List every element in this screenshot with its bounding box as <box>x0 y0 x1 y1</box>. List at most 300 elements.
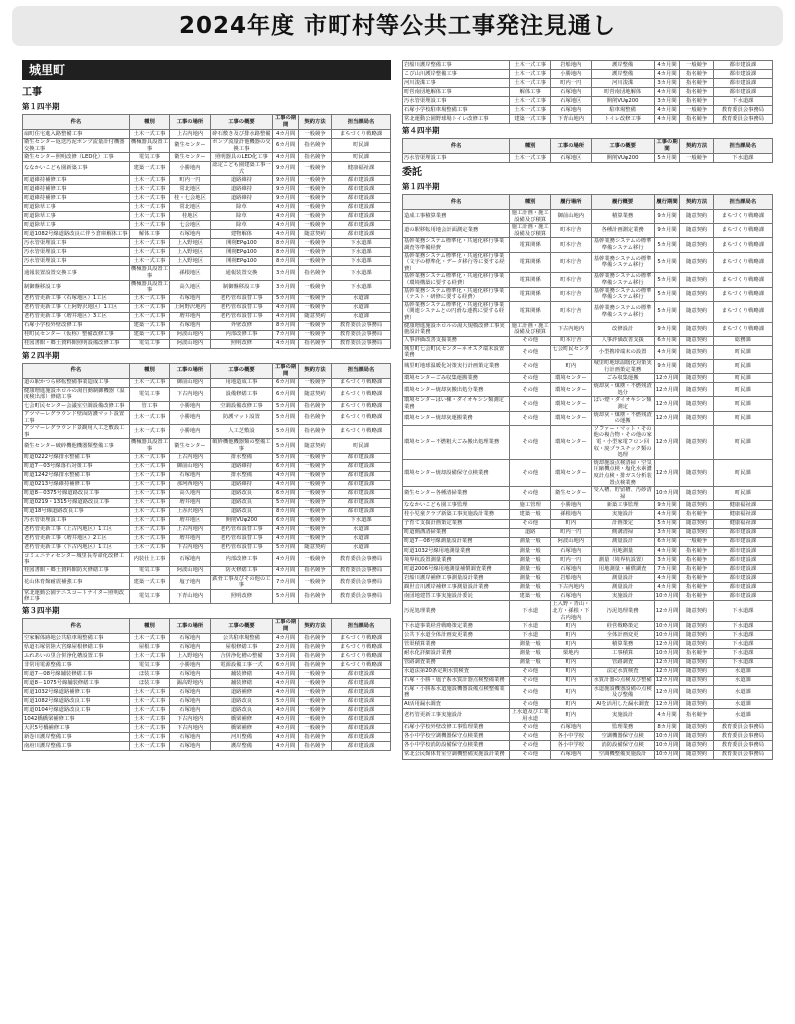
table-row <box>403 649 773 658</box>
cell-kind: 土木一式工事 <box>129 733 169 742</box>
cell-kind: 土木一式工事 <box>129 425 169 439</box>
cell-method: 指名競争 <box>298 634 331 643</box>
cell-kind: 測量一般 <box>510 546 551 555</box>
cell-summary: 制御盤移設工事 <box>210 280 273 294</box>
cell-dept: まちづくり戦略課 <box>332 643 391 652</box>
cell-kind: 土木一式工事 <box>129 724 169 733</box>
cell-dept: 町民課 <box>713 411 772 425</box>
cell-method: 随意契約 <box>680 519 713 528</box>
cell-period: 8カ月間 <box>273 257 299 266</box>
cell-summary: 空調設備改修工事 <box>210 401 273 410</box>
cell-place: 阿波山地内 <box>170 339 210 348</box>
table-row <box>23 280 391 294</box>
cell-kind: その他 <box>510 723 551 732</box>
cell-name: AI活用漏水調査 <box>403 700 510 709</box>
cell-dept: 水道課 <box>713 676 772 685</box>
cell-summary: 積算業務 <box>591 210 654 224</box>
cell-place: 下古内地内 <box>551 322 592 336</box>
cell-place: 上阿野沢地内 <box>170 303 210 312</box>
cell-dept: 都市建設課 <box>713 79 772 88</box>
cell-name: 桂図書館・郷土資料館防火修繕工事 <box>23 566 130 575</box>
cell-kind: 土木一式工事 <box>129 697 169 706</box>
cell-period: 3カ月間 <box>273 652 299 661</box>
cell-period: 6カ月間 <box>654 336 680 345</box>
cell-method: 一般競争 <box>298 239 331 248</box>
column-header-method: 契約方法 <box>298 619 331 634</box>
cell-period: 3カ月間 <box>654 555 680 564</box>
cell-dept: 都市建設課 <box>332 489 391 498</box>
cell-period: 6カ月間 <box>273 139 299 153</box>
cell-period: 2カ月間 <box>273 643 299 652</box>
cell-method: 指名競争 <box>680 510 713 519</box>
cell-dept: 下水道課 <box>332 266 391 280</box>
cell-dept: 水道課 <box>332 312 391 321</box>
cell-summary: 用地測量 <box>591 546 654 555</box>
table-row <box>403 574 773 583</box>
works-q3-table-continued <box>402 60 773 124</box>
cell-summary: 除草 <box>210 212 273 221</box>
cell-place: 環境センター <box>551 383 592 397</box>
cell-name: 町道7－08号線舗装修繕工事 <box>23 670 130 679</box>
cell-method: 指名競争 <box>680 88 713 97</box>
cell-kind: 測量一般 <box>510 658 551 667</box>
cell-kind: 建築一式工事 <box>129 162 169 176</box>
cell-place: 小勝地内 <box>170 401 210 410</box>
cell-kind: 解体工事 <box>129 230 169 239</box>
column-header-dept: 担当課局名 <box>713 139 772 154</box>
cell-dept: 都市建設課 <box>713 537 772 546</box>
cell-method: 一般競争 <box>298 489 331 498</box>
cell-place: 町内 <box>551 676 592 685</box>
cell-place: 町本庁舎 <box>551 273 592 287</box>
cell-period: 4カ月間 <box>273 303 299 312</box>
cell-method: 随意契約 <box>680 750 713 759</box>
cell-place: 石塚地内 <box>551 592 592 601</box>
column-header-period: 工事の期間 <box>273 115 299 130</box>
cell-summary: 鉄骨工事及びその他の工事 <box>210 575 273 589</box>
cell-place: 御前山地内 <box>551 210 592 224</box>
cell-kind: その他 <box>510 685 551 699</box>
cell-period: 12カ月間 <box>655 374 679 381</box>
cell-period: 12カ月間 <box>655 700 679 707</box>
cell-method: 一般競争 <box>298 330 331 339</box>
column-header-dept: 担当課局名 <box>332 115 391 130</box>
cell-kind: 測量一般 <box>510 574 551 583</box>
cell-kind: 建築一般 <box>510 592 551 601</box>
cell-method: 指名競争 <box>680 97 713 106</box>
column-header-method: 契約方法 <box>298 363 331 378</box>
cell-period: 7カ月間 <box>273 575 299 589</box>
column-header-dept: 担当課局名 <box>713 195 772 210</box>
cell-dept: 水道課 <box>332 525 391 534</box>
cell-period: 9カ月間 <box>273 162 299 176</box>
cell-period: 4カ月間 <box>654 115 680 124</box>
cell-summary: トイレ改修工事 <box>591 115 654 124</box>
cell-summary: 開削EPφ100 <box>210 257 273 266</box>
cell-kind: 施工計画・施工設備及び積算 <box>511 210 549 223</box>
cell-kind: 上水道及び工業用水道 <box>511 709 549 722</box>
cell-method: 指名競争 <box>298 139 331 153</box>
cell-period: 4カ月間 <box>273 715 299 724</box>
column-header-name: 件名 <box>23 115 130 130</box>
cell-method: 指名競争 <box>680 70 713 79</box>
cell-period: 3カ月間 <box>654 528 680 537</box>
cell-period: 4カ月間 <box>273 525 299 534</box>
cell-dept: 教育委員会事務局 <box>713 750 772 759</box>
cell-name: 町道18号線道路改良工事 <box>23 507 130 516</box>
cell-dept: 都市建設課 <box>332 697 391 706</box>
cell-kind: その他 <box>510 667 551 676</box>
cell-place: 石塚地内 <box>170 697 210 706</box>
cell-kind: 土木一式工事 <box>510 154 551 163</box>
cell-name: 町道0222号線排水整備工事 <box>23 453 130 462</box>
cell-method: 一般競争 <box>298 294 331 303</box>
cell-place: 石塚地内 <box>170 688 210 697</box>
cell-dept: 教育委員会事務局 <box>332 589 391 603</box>
cell-place: 環境センター <box>551 425 592 459</box>
cell-name: 石塚小学校外壁改修工事 <box>23 321 130 330</box>
column-header-period: 工事の期間 <box>273 619 299 634</box>
cell-method: 一般競争 <box>298 453 331 462</box>
table-row <box>23 552 391 566</box>
cell-kind: 建築一式工事 <box>129 575 169 589</box>
cell-method: 一般競争 <box>298 280 331 294</box>
table-row <box>403 501 773 510</box>
cell-name: 桂図書館・郷土資料館照明設備改修工事 <box>23 339 130 348</box>
cell-place: 七会町民センター <box>552 345 590 359</box>
cell-period: 5カ月間 <box>273 410 299 424</box>
table-row <box>403 374 773 383</box>
table-row <box>23 566 391 575</box>
cell-dept: まちづくり戦略課 <box>332 387 391 401</box>
cell-name: 町道0104号線道路改良工事 <box>23 706 130 715</box>
cell-dept: 町民課 <box>713 374 772 383</box>
cell-name: 県道石塚常陸大宮線屋根修繕工事 <box>23 643 130 652</box>
column-header-kind: 種別 <box>129 363 169 378</box>
cell-method: 指名競争 <box>298 339 331 348</box>
cell-name: 町道7－08号線測量設計業務 <box>403 537 510 546</box>
table-row <box>403 519 773 528</box>
cell-place: 七会地区 <box>170 221 210 230</box>
cell-name: アツマーレグラウンド景観用人工芝敷設工事 <box>23 425 130 439</box>
cell-dept: 都市建設課 <box>713 583 772 592</box>
cell-period: 4カ月間 <box>273 339 299 348</box>
cell-kind: その他 <box>510 374 551 383</box>
cell-dept: 下水道課 <box>332 516 391 525</box>
cell-method: 随意契約 <box>680 336 713 345</box>
cell-place: 石塚地内 <box>551 750 592 759</box>
cell-period: 8カ月間 <box>273 248 299 257</box>
cell-kind: 電気工事 <box>129 153 169 162</box>
cell-place: 御前山地内 <box>170 378 210 387</box>
table-row <box>23 489 391 498</box>
cell-dept: 教育委員会事務局 <box>713 106 772 115</box>
cell-dept: 教育委員会事務局 <box>332 575 391 589</box>
cell-method: 指名競争 <box>298 652 331 661</box>
cell-summary: 消防設備保守点検 <box>591 741 654 750</box>
cell-period: 5カ月間 <box>273 401 299 410</box>
cell-dept: 都市建設課 <box>332 498 391 507</box>
cell-summary: 開削VUφ200 <box>591 97 654 106</box>
cell-place: 町内 <box>551 667 592 676</box>
cell-method: 随意契約 <box>680 658 713 667</box>
cell-summary: 汚泥処理業務 <box>591 601 654 622</box>
column-header-period: 履行期間 <box>654 195 680 210</box>
cell-period: 4カ月間 <box>654 61 680 70</box>
cell-dept: 都市建設課 <box>332 715 391 724</box>
cell-kind: 土木一式工事 <box>129 221 169 230</box>
cell-period: 4カ月間 <box>654 546 680 555</box>
cell-name: 扇町住宅進入路整備工事 <box>23 130 130 139</box>
cell-dept: 教育委員会事務局 <box>332 552 391 566</box>
cell-kind: 土木一式工事 <box>129 471 169 480</box>
cell-summary: ソファー・マット・その他の複合物・その他の家電・小型家電フロン回収・廃プラスチック類の処理 <box>591 425 654 459</box>
cell-period: 4カ月間 <box>273 230 299 239</box>
cell-summary: 舗装修繕 <box>210 670 273 679</box>
cell-kind: その他 <box>510 741 551 750</box>
cell-method: 一般競争 <box>298 697 331 706</box>
cell-period: 4カ月間 <box>273 552 299 566</box>
cell-dept: 教育委員会事務局 <box>332 330 391 339</box>
cell-method: 随意契約 <box>298 312 331 321</box>
cell-name: 町道側溝清掃業務 <box>403 528 510 537</box>
table-row <box>403 583 773 592</box>
cell-method: 随意契約 <box>680 723 713 732</box>
table-row <box>403 359 773 373</box>
cell-dept: まちづくり戦略課 <box>332 378 391 387</box>
cell-method: 随意契約 <box>680 397 713 411</box>
cell-method: 随意契約 <box>680 383 713 397</box>
cell-period: 9カ月間 <box>273 185 299 194</box>
table-row <box>403 528 773 537</box>
column-header-name: 件名 <box>403 139 510 154</box>
cell-period: 6カ月間 <box>273 378 299 387</box>
table-row <box>23 212 391 221</box>
cell-name: 衛生センター照明改修（LED化）工事 <box>23 153 130 162</box>
cell-place: 高久地区 <box>170 280 210 294</box>
cell-summary: 除草 <box>210 203 273 212</box>
cell-place: 小勝地内 <box>170 162 210 176</box>
table-header-row <box>23 363 391 378</box>
cell-place: 石塚地内 <box>170 634 210 643</box>
cell-dept: 下水道課 <box>332 239 391 248</box>
cell-name: 境界杭設置測量業務 <box>403 555 510 564</box>
cell-summary: 基幹業務システムの標準準備システム移行 <box>591 238 654 252</box>
cell-method: 一般競争 <box>298 525 331 534</box>
table-row <box>23 153 391 162</box>
cell-kind: 土木一式工事 <box>129 507 169 516</box>
cell-name: 石塚小学校外壁改修工事監理業務 <box>403 723 510 732</box>
cell-place: 小勝地内 <box>170 410 210 424</box>
cell-dept: まちづくり戦略課 <box>713 301 772 322</box>
column-header-kind: 種別 <box>510 139 551 154</box>
cell-name: 衛生センター返送汚泥ポンプ流量計付機器交換工事 <box>23 139 130 153</box>
table-row <box>403 709 773 723</box>
cell-dept: 教育委員会事務局 <box>332 321 391 330</box>
table-row <box>403 425 773 459</box>
cell-summary: 内部改修工事 <box>210 552 273 566</box>
left-column <box>22 60 391 1020</box>
cell-dept: 都市建設課 <box>713 555 772 564</box>
cell-name: 衛生センター各種清掃業務 <box>403 487 510 501</box>
cell-period: 8カ月間 <box>273 507 299 516</box>
column-header-method: 契約方法 <box>680 195 713 210</box>
cell-kind: 土木一式工事 <box>129 688 169 697</box>
cell-name: 環境センターはい棟・ダイオキシン類測定業務 <box>403 397 510 411</box>
cell-kind: 土木一式工事 <box>129 516 169 525</box>
cell-period: 12カ月間 <box>654 601 680 622</box>
cell-method: 随意契約 <box>680 252 713 273</box>
table-row <box>23 679 391 688</box>
cell-name: 町道2006号線用地測量補償調査業務 <box>403 565 510 574</box>
cell-method: 一般競争 <box>298 575 331 589</box>
cell-place: 衛生センター <box>551 487 592 501</box>
cell-kind: 建築一式工事 <box>129 321 169 330</box>
cell-place: 石塚地内 <box>170 321 210 330</box>
cell-method: 随意契約 <box>680 287 713 301</box>
table-row <box>403 322 773 336</box>
cell-period: 5カ月間 <box>654 287 680 301</box>
cell-place: 常北地区 <box>170 185 210 194</box>
cell-period: 10カ月間 <box>655 622 679 629</box>
section-consign-heading: 委託 <box>402 167 422 178</box>
cell-dept: 健康福祉課 <box>713 510 772 519</box>
cell-summary: 焼却灰・煤塵・不燃残渣処分 <box>591 383 654 397</box>
cell-summary: 開削VUφ200 <box>210 516 273 525</box>
cell-place: 上古内地内 <box>170 453 210 462</box>
table-row <box>23 525 391 534</box>
cell-summary: 破砕機他機器類の整備工事 <box>210 439 273 453</box>
cell-summary: 外壁改修 <box>210 321 273 330</box>
cell-summary: 新築工事監理 <box>591 501 654 510</box>
cell-place: 上入野地区 <box>170 239 210 248</box>
cell-summary: 砕石敷き及び排水路整備 <box>210 130 273 139</box>
cell-method: 指名競争 <box>680 555 713 564</box>
cell-name: 町道維持補修工事 <box>23 176 130 185</box>
cell-place: 石塚地内 <box>170 706 210 715</box>
cell-dept: 教育委員会事務局 <box>713 741 772 750</box>
cell-summary: 照明器具のLED化工事 <box>210 153 273 162</box>
cell-dept: 町民課 <box>713 397 772 411</box>
cell-method: 指名競争 <box>680 574 713 583</box>
cell-place: 増井地区 <box>170 516 210 525</box>
cell-name: 公共下水道全体計画変更業務 <box>403 631 510 640</box>
cell-dept: 下水道課 <box>332 248 391 257</box>
cell-period: 5カ月間 <box>273 498 299 507</box>
table-row <box>403 676 773 685</box>
column-header-name: 件名 <box>23 363 130 378</box>
cell-name: 基幹業務システム標準化・共通化移行事業（環境構築に要する経費） <box>403 273 510 287</box>
cell-method: 指名競争 <box>680 546 713 555</box>
cell-place: 町本庁舎 <box>551 238 592 252</box>
cell-name: 岩船川護岸補修工事測量設計業務 <box>403 574 510 583</box>
cell-dept: 教育委員会事務局 <box>713 115 772 124</box>
cell-method: 随意契約 <box>680 459 713 486</box>
cell-name: 町道1032号線用地測量業務 <box>403 546 510 555</box>
cell-kind: 土木一式工事 <box>129 257 169 266</box>
cell-kind: 土木一式工事 <box>129 498 169 507</box>
cell-summary: 城里町地球温暖化対策実行計画策定業務 <box>591 359 654 373</box>
table-row <box>403 273 773 287</box>
cell-kind: 電算関係 <box>510 252 551 273</box>
cell-name: 空家解体跡地公共駐車場整備工事 <box>23 634 130 643</box>
cell-name: 汚水管渠埋設工事 <box>23 248 130 257</box>
cell-place: 御前山地内 <box>170 462 210 471</box>
cell-kind: 土木一式工事 <box>129 652 169 661</box>
cell-dept: 都市建設課 <box>332 212 391 221</box>
cell-summary: 基幹業務システムの標準準備システム移行 <box>591 287 654 301</box>
cell-summary: 護岸整備 <box>210 742 273 751</box>
table-row <box>403 115 773 124</box>
cell-summary: 河川浚渫 <box>591 79 654 88</box>
cell-summary: 全体計画変更 <box>591 631 654 640</box>
cell-place: 増井地内 <box>170 498 210 507</box>
cell-name: 町道0213号線維持補修工事 <box>23 480 130 489</box>
table-row <box>403 154 773 163</box>
cell-name: 各小中学校消防設備保守点検業務 <box>403 741 510 750</box>
cell-kind: 電気工事 <box>129 589 169 603</box>
cell-name: 老朽管更新工事（石塚地区）1工区 <box>23 294 130 303</box>
column-header-period: 工事の期間 <box>273 363 299 378</box>
cell-name: 町道0219・1315号線道路改良工事 <box>23 498 130 507</box>
cell-name: 道の駅かつら移転整備事業造成工事 <box>23 378 130 387</box>
cell-kind: 電算関係 <box>510 238 551 252</box>
column-header-method: 契約方法 <box>298 115 331 130</box>
cell-method: 指名競争 <box>298 566 331 575</box>
cell-dept: 都市建設課 <box>332 706 391 715</box>
cell-period: 4カ月間 <box>273 706 299 715</box>
cell-name: 人事評価改善支援業務 <box>403 336 510 345</box>
cell-name: 花山体育館耐震補強工事 <box>23 575 130 589</box>
column-header-name: 件名 <box>403 195 510 210</box>
cell-method: 一般競争 <box>298 378 331 387</box>
cell-place: 桂地区 <box>170 212 210 221</box>
cell-kind: 下水道 <box>510 631 551 640</box>
cell-kind: 機械器具設置工事 <box>130 139 169 152</box>
cell-summary: 町営南団地解体 <box>591 88 654 97</box>
cell-name: 城里町地球温暖化対策実行計画策定業務 <box>403 359 510 373</box>
cell-method: 随意契約 <box>680 224 713 238</box>
cell-period: 9カ月間 <box>273 194 299 203</box>
cell-summary: 認定こども園建築工事一式 <box>210 162 273 176</box>
works-q1-table <box>22 114 391 349</box>
cell-dept: 都市建設課 <box>332 185 391 194</box>
cell-place: 環境センター <box>551 397 592 411</box>
cell-period: 10カ月間 <box>655 751 679 758</box>
cell-dept: 都市建設課 <box>713 61 772 70</box>
cell-place: 増井地内 <box>170 534 210 543</box>
cell-period: 9カ月間 <box>654 322 680 336</box>
cell-dept: 下水道課 <box>713 622 772 631</box>
cell-kind: 測量一般 <box>510 565 551 574</box>
cell-place: 阿波山地内 <box>551 537 592 546</box>
cell-kind: 土木一式工事 <box>129 410 169 424</box>
cell-kind: 建築一般 <box>510 510 551 519</box>
cell-period: 9カ月間 <box>654 224 680 238</box>
cell-place: 町内 <box>551 631 592 640</box>
cell-summary: ポンプ流量計他機器の交換工事 <box>210 139 273 153</box>
cell-dept: 町民課 <box>713 459 772 486</box>
cell-summary: 実施設計 <box>591 592 654 601</box>
table-row <box>403 210 773 224</box>
cell-name: 七会町民センター会議室空調設備改修工事 <box>23 401 130 410</box>
cell-period: 4カ月間 <box>273 471 299 480</box>
cell-method: 一般競争 <box>298 257 331 266</box>
cell-place: 町内 <box>551 700 592 709</box>
cell-period: 4カ月間 <box>273 679 299 688</box>
table-row <box>23 130 391 139</box>
cell-kind: 電算関係 <box>510 273 551 287</box>
